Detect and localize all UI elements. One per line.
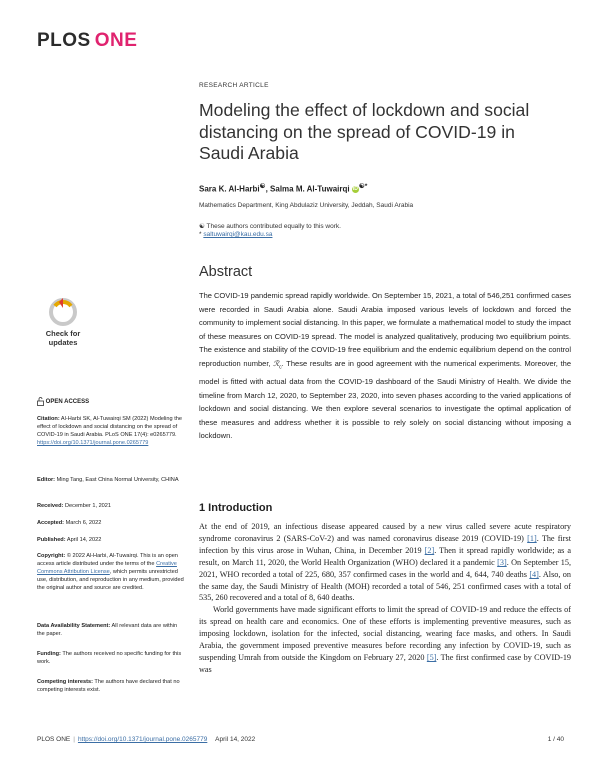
citation-block: Citation: Al-Harbi SK, Al-Tuwairqi SM (2022) Modeling the effect of lockdown and social distancing on the spread of COVID-19 in Saudi Arabia. PLoS ONE 17(4): e0265779. https://doi.org/10.1371/journal.pone.0265779 (37, 416, 182, 446)
paragraph: World governments have made significant efforts to limit the spread of COVID-19 and reduce the effects of its spread on health care and economics. One of these efforts is implementing preventive measures, such as imposing lockdown, isolation for the infected, social distancing, wearing face masks, and others. In Saudi Arabia, the government imposed preventive measures before recording any infection by COVID-19, such as suspending Umrah from outside the Kingdom on February 27, 2020 [5]. The first confirmed case by COVID-19 was (199, 605, 572, 674)
reference-link[interactable]: [4] (529, 569, 539, 579)
page-number: 1 / 40 (547, 736, 564, 743)
author-mark: ☯ (259, 183, 266, 190)
article-title: Modeling the effect of lockdown and social distancing on the spread of COVID-19 in Saudi Arabia (199, 100, 530, 163)
corresponding-email: * saltuwairqi@kau.edu.sa (199, 231, 273, 238)
introduction-text (199, 521, 571, 676)
footer-doi-link[interactable]: https://doi.org/10.1371/journal.pone.0265779 (77, 736, 208, 743)
footer-journal: PLOS ONE (37, 736, 71, 743)
logo-one: ONE (94, 30, 138, 51)
data-availability: Data Availability Statement: All relevant data are within the paper. (37, 623, 178, 637)
affiliation: Mathematics Department, King Abdulaziz University, Jeddah, Saudi Arabia (199, 202, 414, 209)
footer-date: April 14, 2022 (215, 736, 256, 743)
reference-link[interactable]: [1] (527, 533, 537, 543)
check-line-1: Check for (45, 329, 81, 338)
open-access-label: OPEN ACCESS (37, 397, 89, 406)
check-line-2: updates (48, 338, 78, 347)
reproduction-number-symbol: ℛ (273, 358, 280, 368)
author-list: Sara K. Al-Harbi☯, Salma M. Al-Tuwairqi iD☯* (199, 183, 368, 194)
funding-block: Funding: The authors received no specific funding for this work. (37, 651, 182, 665)
logo-plos: PLOS (37, 30, 91, 51)
email-link[interactable]: saltuwairqi@kau.edu.sa (203, 231, 273, 238)
open-lock-icon (37, 397, 44, 406)
reference-link[interactable]: [2] (424, 545, 435, 555)
author-mark: ☯* (358, 183, 368, 190)
abstract-text: The COVID-19 pandemic spread rapidly worldwide. On September 15, 2021, a total of 546,251 confirmed cases were recorded in Saudi Arabia alone. Saudi Arabia imposed various levels of lockdown and forced the community to implement social distancing. In this paper, we formulate a mathematical model to study the impact of these measures on COVID-19 spread. The model is analyzed qualitatively, producing two equilibrium points. The existence and stability of the COVID-19 free equilibrium and the endemic equilibrium depend on the control reproduction number, ℛ$_c$. These results are in good agreement with the numerical experiments. Moreover, the model is fitted with actual data from the COVID-19 dashboard of the Saudi Ministry of Health. We divide the timeline from March 12, 2020, to September 23, 2020, into seven phases according to the varied applications of lockdown and social distancing. We then explore several scenarios to investigate the optimal application of these measures and address whether it is possible to rely solely on social distancing without imposing a lockdown. (199, 291, 571, 441)
editor-block: Editor: Ming Tang, East China Normal University, CHINA (37, 477, 179, 483)
accepted-date: Accepted: March 6, 2022 (37, 520, 102, 526)
abstract-heading: Abstract (199, 264, 253, 280)
copyright-block: Copyright: © 2022 Al-Harbi, Al-Tuwairqi. This is an open access article distributed under the terms of the Creative Commons Attribution License, which permits unrestricted use, distribution, and reproduction in any medium, provided the original author and source are credited. (37, 553, 184, 591)
doi-link[interactable]: https://doi.org/10.1371/journal.pone.0265779 (37, 440, 149, 446)
received-date: Received: December 1, 2021 (37, 503, 112, 509)
published-date: Published: April 14, 2022 (37, 537, 102, 543)
check-for-updates-badge[interactable] (37, 296, 89, 348)
reference-link[interactable]: [3] (497, 557, 507, 567)
author-name: Salma M. Al-Tuwairqi (270, 184, 350, 194)
reference-link[interactable]: [5] (426, 652, 437, 662)
journal-logo (37, 30, 137, 52)
competing-interests: Competing interests: The authors have declared that no competing interests exist. (37, 679, 180, 693)
introduction-heading: 1 Introduction (199, 502, 273, 514)
check-for-updates-icon (37, 296, 89, 348)
article-type: RESEARCH ARTICLE (199, 82, 269, 89)
page-footer: PLOS ONE | https://doi.org/10.1371/journal.pone.0265779 April 14, 2022 (37, 736, 256, 743)
orcid-icon[interactable]: iD (352, 186, 358, 193)
paragraph: At the end of 2019, an infectious disease appeared caused by a new virus called severe acute respiratory syndrome coronavirus 2 (SARS-CoV-2) and was named coronavirus disease 2019 (COVID-19) [1]. The first infection by this virus arose in Wuhan, China, in December 2019 [2]. Then it spread rapidly worldwide; as a result, on March 11, 2020, the World Health Organization (WHO) declared it a pandemic [3]. On September 15, 2021, WHO recorded a total of 225, 680, 357 confirmed cases in the world and 4, 644, 740 deaths [4]. Also, on the same day, the Saudi Ministry of Health (MOH) recorded a total of 546, 251 confirmed cases with a total of 535, 260 recovered and a total of 8, 640 deaths. (199, 522, 572, 603)
license-link[interactable]: Creative Commons Attribution License (37, 561, 177, 575)
equal-contribution-note: ☯ These authors contributed equally to this work. (199, 223, 341, 230)
author-name: Sara K. Al-Harbi (199, 184, 260, 194)
